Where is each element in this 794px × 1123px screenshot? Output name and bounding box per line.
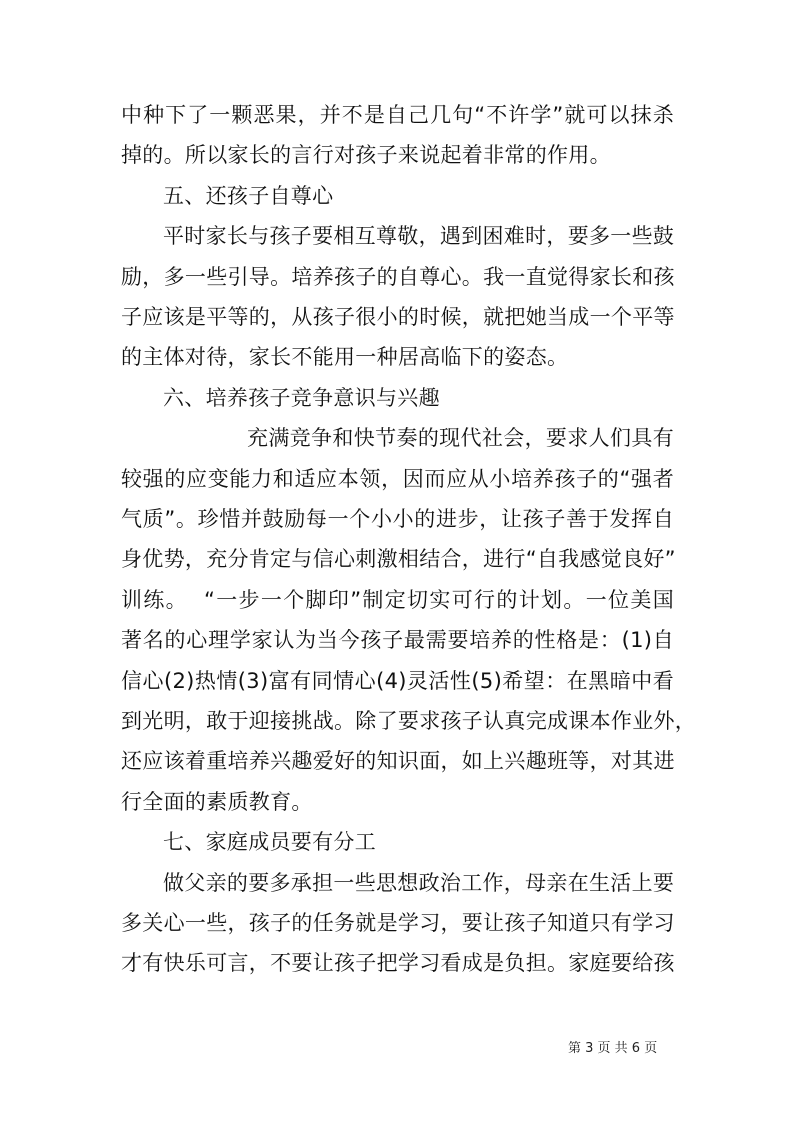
paragraph-line: 还应该着重培养兴趣爱好的知识面，如上兴趣班等，对其进 (121, 749, 675, 774)
paragraph-line: 著名的心理学家认为当今孩子最需要培养的性格是：(1)自 (121, 628, 674, 653)
paragraph-line: 励，多一些引导。培养孩子的自尊心。我一直觉得家长和孩 (121, 264, 675, 289)
paragraph-line: 子应该是平等的，从孩子很小的时候，就把她当成一个平等 (121, 305, 675, 329)
paragraph-line: 气质”。珍惜并鼓励每一个小小的进步，让孩子善于发挥自 (121, 507, 674, 531)
section-heading: 七、家庭成员要有分工 (163, 830, 376, 855)
paragraph-line: 较强的应变能力和适应本领，因而应从小培养孩子的“强者 (121, 466, 674, 491)
paragraph-line: 信心(2)热情(3)富有同情心(4)灵活性(5)希望：在黑暗中看 (121, 668, 674, 693)
section-heading: 五、还孩子自尊心 (163, 183, 334, 208)
paragraph-line: 多关心一些，孩子的任务就是学习，要让孩子知道只有学习 (121, 911, 675, 935)
paragraph-line: 行全面的素质教育。 (121, 789, 313, 814)
paragraph-line: 身优势，充分肯定与信心刺激相结合，进行“自我感觉良好” (121, 547, 676, 572)
paragraph-line: 做父亲的要多承担一些思想政治工作，母亲在生活上要 (163, 870, 675, 895)
paragraph-line: 的主体对待，家长不能用一种居高临下的姿态。 (121, 345, 569, 370)
paragraph-line: 到光明，敢于迎接挑战。除了要求孩子认真完成课本作业外， (121, 709, 697, 733)
paragraph-line: 平时家长与孩子要相互尊敬，遇到困难时，要多一些鼓 (163, 224, 675, 249)
paragraph-line: 中种下了一颗恶果，并不是自己几句“不许学”就可以抹杀 (121, 103, 674, 127)
paragraph-line: 掉的。所以家长的言行对孩子来说起着非常的作用。 (121, 143, 611, 168)
paragraph-line: 充满竞争和快节奏的现代社会，要求人们具有 (247, 426, 674, 451)
paragraph-line: 才有快乐可言，不要让孩子把学习看成是负担。家庭要给孩 (121, 951, 675, 976)
paragraph-line: 训练。 “一步一个脚印”制定切实可行的计划。一位美国 (121, 587, 674, 612)
page-number: 第 3 页 共 6 页 (568, 1041, 658, 1056)
section-heading: 六、培养孩子竞争意识与兴趣 (163, 385, 440, 410)
